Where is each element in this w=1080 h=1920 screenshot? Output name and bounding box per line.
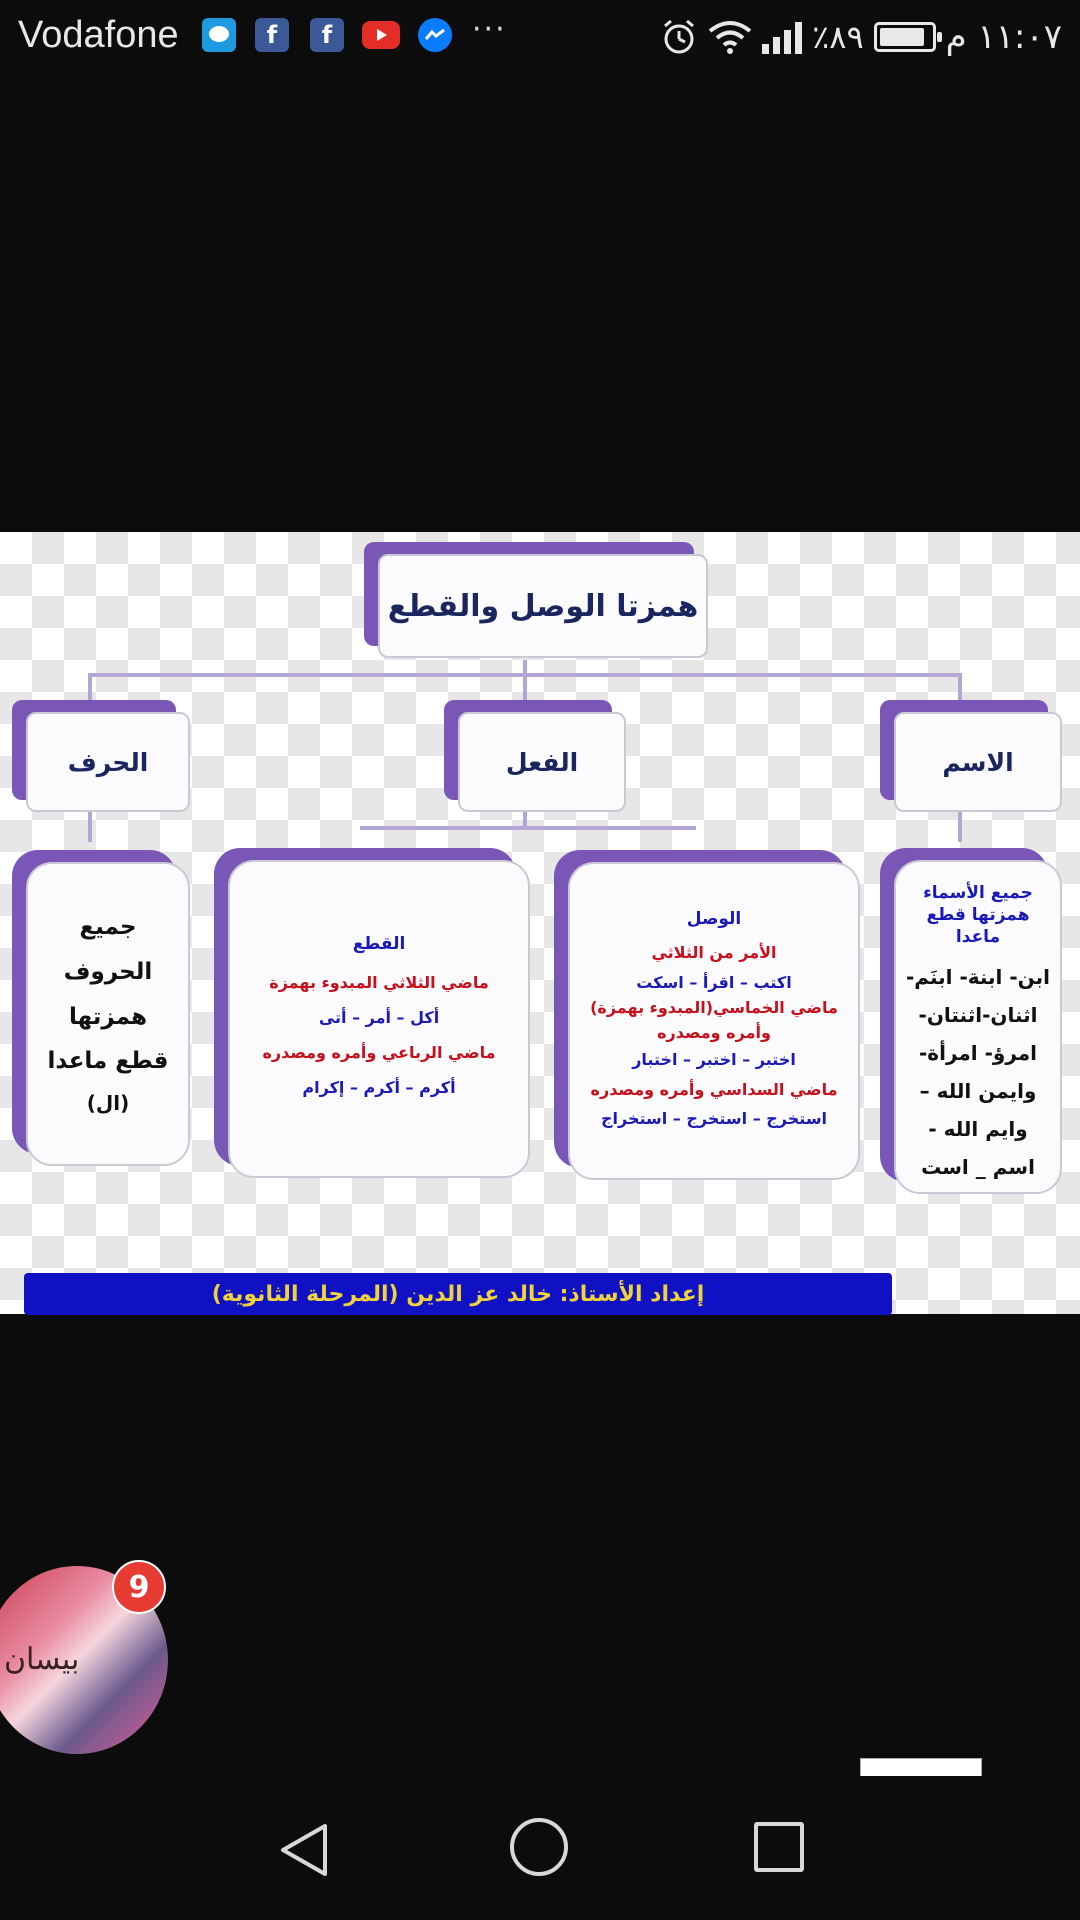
noun-detail-box (894, 860, 1062, 1194)
battery-percent: ٪٨٩ (812, 18, 864, 56)
more-notifications-icon: ··· (472, 12, 507, 47)
clock: ١١:٠٧ م (945, 17, 1062, 57)
noun-intro-line: جميع الأسماء (923, 883, 1033, 903)
noun-item: وايم الله - (928, 1117, 1028, 1142)
wasl-line: ماضي الخماسي(المبدوء بهمزة) (590, 998, 838, 1018)
facebook-icon: f (255, 18, 289, 52)
category-noun-box (894, 712, 1062, 812)
status-bar (0, 0, 1080, 74)
image-viewer-content[interactable] (0, 532, 1080, 1314)
wifi-icon (708, 19, 752, 55)
facebook-icon: f (310, 18, 344, 52)
noun-item: امرؤ- امرأة- (918, 1041, 1038, 1066)
wasl-line: ماضي السداسي وأمره ومصدره (590, 1079, 838, 1099)
home-icon[interactable] (510, 1818, 568, 1876)
connector-line (360, 826, 696, 830)
wasl-line: الأمر من الثلاثي (651, 943, 777, 963)
qat-line: ماضي الرباعي وأمره ومصدره (262, 1043, 496, 1063)
messages-icon (202, 18, 236, 52)
connector-line (958, 673, 962, 701)
wasl-detail-box (568, 862, 860, 1180)
letter-detail-box (26, 862, 190, 1166)
category-noun-label: الاسم (942, 747, 1014, 777)
qat-line: أكرم – أكرم – إكرام (302, 1078, 456, 1098)
author-credit-text: إعداد الأستاذ: خالد عز الدين (المرحلة الثانوية) (211, 1281, 705, 1307)
youtube-icon (362, 21, 400, 49)
category-letter-label: الحرف (67, 747, 149, 777)
letter-line: جميع (79, 913, 137, 940)
wasl-line: اكتب – اقرأ – اسكت (636, 972, 792, 992)
battery-icon (874, 22, 936, 52)
connector-line (523, 673, 527, 701)
connector-line (958, 812, 962, 842)
wasl-line: وأمره ومصدره (657, 1022, 771, 1042)
category-letter-box (26, 712, 190, 812)
recent-apps-icon[interactable] (754, 1822, 804, 1872)
wasl-line: اختبر – اختبر – اختبار (632, 1050, 796, 1070)
signal-strength-icon (762, 20, 802, 54)
messenger-icon (418, 18, 452, 52)
connector-line (88, 673, 92, 701)
diagram-title: همزتا الوصل والقطع (387, 588, 699, 624)
wasl-heading: الوصل (686, 908, 742, 929)
unread-count-badge: 9 (112, 1560, 166, 1614)
qat-detail-box (228, 860, 530, 1178)
letter-line: (ال) (86, 1091, 130, 1116)
alarm-icon (660, 18, 698, 56)
qat-heading: القطع (352, 933, 406, 954)
noun-intro-line: همزتها قطع (926, 905, 1030, 926)
carrier-name: Vodafone (18, 14, 179, 56)
category-verb-label: الفعل (505, 747, 579, 777)
qat-line: ماضي الثلاثي المبدوء بهمزة (269, 972, 489, 992)
noun-item: اثنان-اثنتان- (918, 1003, 1038, 1028)
connector-line (523, 812, 527, 828)
noun-intro-line: ماعدا (955, 927, 1001, 948)
wasl-line: استخرج – استخرج – استخراج (600, 1109, 828, 1129)
letter-line: همزتها (68, 1003, 148, 1030)
category-verb-box (458, 712, 626, 812)
connector-line (88, 812, 92, 842)
noun-item: ابن- ابنة- ابنَم- (905, 965, 1051, 990)
noun-item: اسم _ است (921, 1155, 1035, 1180)
back-icon[interactable] (275, 1820, 335, 1880)
author-credit-bar (24, 1273, 892, 1315)
letter-line: الحروف (63, 958, 153, 985)
chat-head-name: بيسان (4, 1642, 80, 1677)
qat-line: أكل – أمر – أتى (318, 1007, 440, 1027)
title-box (378, 554, 708, 658)
noun-item: وايمن الله – (919, 1079, 1037, 1104)
letter-line: قطع ماعدا (47, 1048, 169, 1075)
system-status (660, 12, 1062, 62)
